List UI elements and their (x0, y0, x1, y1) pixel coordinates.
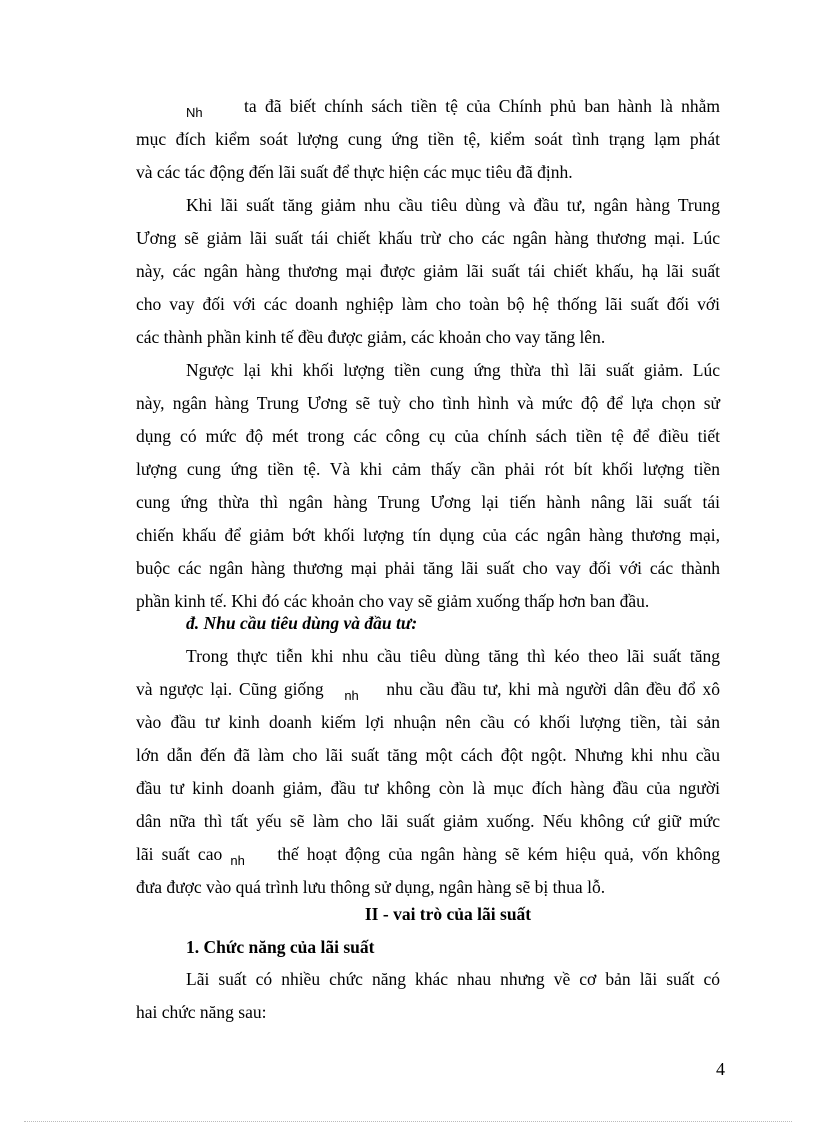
paragraph-5-line-2: hai chức năng sau: (136, 1002, 267, 1022)
paragraph-1-line-1 (186, 95, 720, 120)
paragraph-5-line-1: Lãi suất có nhiều chức năng khác nhau nhưng về cơ bản lãi suất có (186, 969, 720, 989)
paragraph-2-line-5: các thành phần kinh tế đều được giảm, các khoản cho vay tăng lên. (136, 327, 606, 347)
paragraph-1-line-2: mục đích kiểm soát lượng cung ứng tiền tệ, kiểm soát tình trạng lạm phát (136, 129, 720, 149)
paragraph-3-line-8: phần kinh tế. Khi đó các khoản cho vay sẽ giảm xuống thấp hơn ban đầu. (136, 591, 650, 611)
paragraph-4-line-6: dân nữa thì tất yếu sẽ làm cho lãi suất giảm xuống. Nếu không cứ giữ mức (136, 811, 720, 831)
abbrev-nh: nh (344, 688, 359, 703)
paragraph-2-line-1: Khi lãi suất tăng giảm nhu cầu tiêu dùng và đầu tư, ngân hàng Trung (186, 195, 720, 215)
abbrev-nh: nh (230, 853, 245, 868)
footer-divider (24, 1121, 792, 1122)
section-title: II - vai trò của lãi suất (364, 904, 532, 924)
paragraph-2-line-2: Ương sẽ giảm lãi suất tái chiết khấu trừ cho các ngân hàng thương mại. Lúc (136, 228, 720, 248)
paragraph-3-line-3: dụng có mức độ mét trong các công cụ của chính sách tiền tệ để điều tiết (136, 426, 720, 446)
page-number: 4 (716, 1059, 725, 1079)
paragraph-4-line-7 (136, 843, 720, 868)
text-span: nhu cầu đầu tư, khi mà người dân đều đổ xô (386, 679, 720, 699)
paragraph-4-line-3: vào đầu tư kinh doanh kiếm lợi nhuận nên cầu có khối lượng tiền, tài sản (136, 712, 720, 732)
paragraph-4-line-2 (136, 678, 720, 703)
paragraph-1-line-3: và các tác động đến lãi suất để thực hiện các mục tiêu đã định. (136, 162, 573, 182)
paragraph-4-line-8: đưa được vào quá trình lưu thông sử dụng, ngân hàng sẽ bị thua lỗ. (136, 877, 606, 897)
abbrev-nh: Nh (186, 105, 203, 120)
paragraph-3-line-1: Ngược lại khi khối lượng tiền cung ứng thừa thì lãi suất giảm. Lúc (186, 360, 720, 380)
paragraph-3-line-5: cung ứng thừa thì ngân hàng Trung Ương lại tiến hành nâng lãi suất tái (136, 492, 720, 512)
text-span: và ngược lại. Cũng giống (136, 679, 324, 699)
text-span: lãi suất cao (136, 844, 223, 864)
paragraph-3-line-7: buộc các ngân hàng thương mại phải tăng lãi suất cho vay đối với các thành (136, 558, 720, 578)
paragraph-2-line-3: này, các ngân hàng thương mại được giảm lãi suất tái chiết khấu, hạ lãi suất (136, 261, 720, 281)
paragraph-3-line-2: này, ngân hàng Trung Ương sẽ tuỳ cho tình hình và mức độ để lựa chọn sử (136, 393, 720, 413)
paragraph-4-line-5: đầu tư kinh doanh giảm, đầu tư không còn là mục đích hàng đầu của người (136, 778, 720, 798)
paragraph-3-line-4: lượng cung ứng tiền tệ. Và khi cảm thấy cần phải rót bít khối lượng tiền (136, 459, 720, 479)
paragraph-3-line-6: chiến khấu để giảm bớt khối lượng tín dụng của các ngân hàng thương mại, (136, 525, 720, 545)
subheading-consumption-investment: đ. Nhu cầu tiêu dùng và đầu tư: (186, 613, 418, 633)
subsection-title: 1. Chức năng của lãi suất (186, 937, 375, 957)
text-span: thế hoạt động của ngân hàng sẽ kém hiệu quả, vốn không (277, 844, 720, 864)
text-span: ta đã biết chính sách tiền tệ của Chính phủ ban hành là nhằm (244, 96, 720, 116)
paragraph-4-line-1: Trong thực tiễn khi nhu cầu tiêu dùng tăng thì kéo theo lãi suất tăng (186, 646, 720, 666)
paragraph-2-line-4: cho vay đối với các doanh nghiệp làm cho toàn bộ hệ thống lãi suất đối với (136, 294, 720, 314)
paragraph-4-line-4: lớn dẫn đến đã làm cho lãi suất tăng một cách đột ngột. Nhưng khi nhu cầu (136, 745, 720, 765)
